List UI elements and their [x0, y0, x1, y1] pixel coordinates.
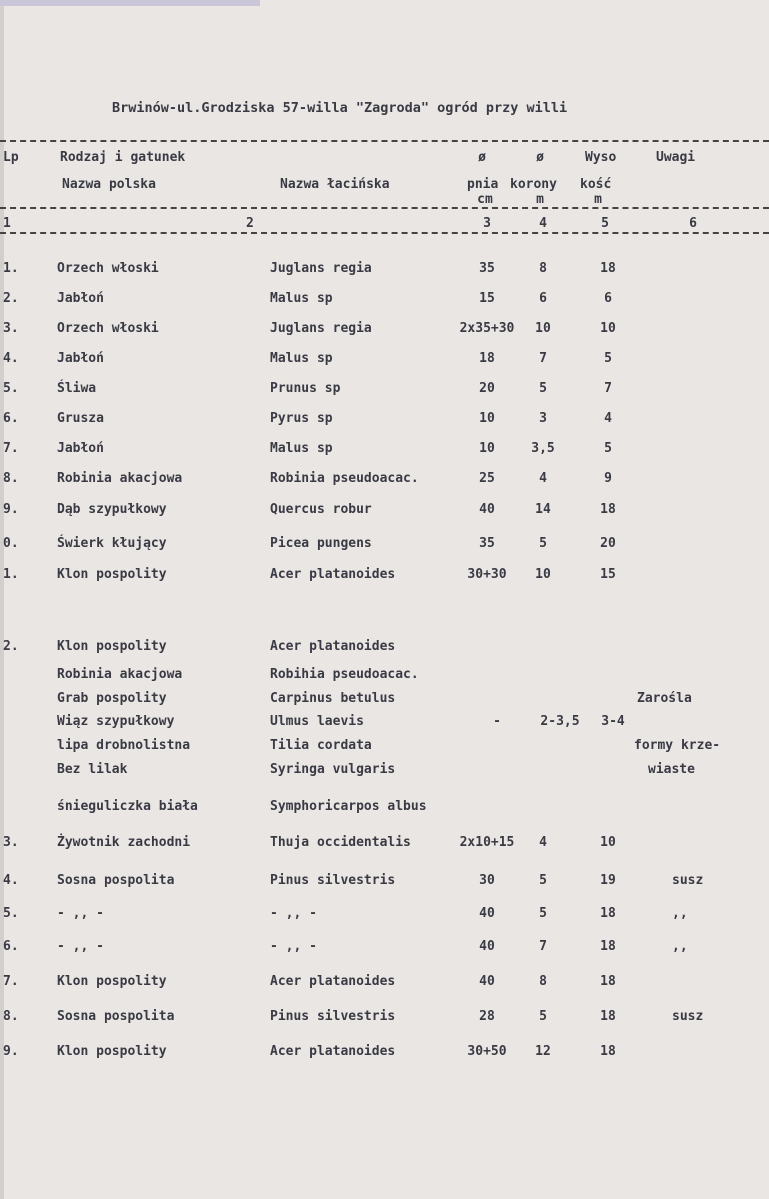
- height: 5: [604, 441, 612, 456]
- trunk-diameter: 30: [479, 873, 495, 888]
- row-lp: 6.: [3, 411, 19, 426]
- trunk-diameter: 35: [479, 536, 495, 551]
- height: 4: [604, 411, 612, 426]
- trunk-diameter: 30+30: [467, 567, 507, 582]
- trunk-diameter: 30+50: [467, 1044, 507, 1059]
- polish-name: Orzech włoski: [57, 321, 159, 336]
- latin-name: Acer platanoides: [270, 639, 396, 654]
- row-lp: 7.: [3, 974, 19, 989]
- column-number: 6: [689, 216, 697, 231]
- header-phi-pnia: ø: [478, 150, 486, 165]
- row-lp: 6.: [3, 939, 19, 954]
- row-lp: 3.: [3, 835, 19, 850]
- latin-name: Pyrus sp: [270, 411, 333, 426]
- trunk-diameter: 40: [479, 906, 495, 921]
- crown-diameter: 10: [535, 321, 551, 336]
- trunk-diameter: 25: [479, 471, 495, 486]
- header-nazwa-polska: Nazwa polska: [62, 177, 156, 192]
- header-wyso: Wyso: [585, 150, 617, 165]
- polish-name: Robinia akacjowa: [57, 667, 183, 682]
- latin-name: Quercus robur: [270, 502, 372, 517]
- height: 20: [600, 536, 616, 551]
- crown-diameter: 8: [539, 974, 547, 989]
- trunk-diameter: 40: [479, 502, 495, 517]
- crown-diameter: 2-3,5: [540, 714, 580, 729]
- latin-name: - ,, -: [270, 939, 317, 954]
- document-title: Brwinów-ul.Grodziska 57-willa "Zagroda" ogród przy willi: [112, 100, 568, 116]
- row-lp: 8.: [3, 471, 19, 486]
- height: 9: [604, 471, 612, 486]
- row-lp: 0.: [3, 536, 19, 551]
- height: 10: [600, 321, 616, 336]
- top-mark: [0, 0, 260, 6]
- column-number: 1: [3, 216, 11, 231]
- polish-name: Klon pospolity: [57, 639, 167, 654]
- polish-name: Jabłoń: [57, 291, 104, 306]
- row-lp: 5.: [3, 906, 19, 921]
- remarks: formy krze-: [634, 738, 721, 753]
- column-number: 2: [246, 216, 254, 231]
- trunk-diameter: -: [493, 714, 501, 729]
- row-lp: 9.: [3, 1044, 19, 1059]
- trunk-diameter: 2x35+30: [459, 321, 515, 336]
- divider: [0, 140, 769, 142]
- column-number: 3: [483, 216, 491, 231]
- latin-name: Ulmus laevis: [270, 714, 364, 729]
- latin-name: Tilia cordata: [270, 738, 372, 753]
- polish-name: Śliwa: [57, 381, 97, 396]
- divider: [0, 207, 769, 209]
- height: 18: [600, 974, 616, 989]
- row-lp: 8.: [3, 1009, 19, 1024]
- height: 6: [604, 291, 612, 306]
- polish-name: Orzech włoski: [57, 261, 159, 276]
- polish-name: Jabłoń: [57, 351, 104, 366]
- crown-diameter: 7: [539, 351, 547, 366]
- height: 18: [600, 1044, 616, 1059]
- crown-diameter: 3,5: [531, 441, 555, 456]
- latin-name: Carpinus betulus: [270, 691, 396, 706]
- crown-diameter: 7: [539, 939, 547, 954]
- row-lp: 2.: [3, 639, 19, 654]
- row-lp: 4.: [3, 351, 19, 366]
- crown-diameter: 3: [539, 411, 547, 426]
- latin-name: Pinus silvestris: [270, 873, 396, 888]
- height: 18: [600, 906, 616, 921]
- crown-diameter: 4: [539, 835, 547, 850]
- row-lp: 5.: [3, 381, 19, 396]
- height: 3-4: [601, 714, 625, 729]
- trunk-diameter: 18: [479, 351, 495, 366]
- crown-diameter: 10: [535, 567, 551, 582]
- remarks: susz: [672, 873, 704, 888]
- trunk-diameter: 35: [479, 261, 495, 276]
- polish-name: Jabłoń: [57, 441, 104, 456]
- latin-name: Picea pungens: [270, 536, 372, 551]
- height: 7: [604, 381, 612, 396]
- height: 10: [600, 835, 616, 850]
- row-lp: 1.: [3, 261, 19, 276]
- latin-name: Malus sp: [270, 441, 333, 456]
- latin-name: Robihia pseudoacac.: [270, 667, 419, 682]
- latin-name: Malus sp: [270, 291, 333, 306]
- header-unit-m: m: [594, 192, 602, 207]
- latin-name: Acer platanoides: [270, 1044, 396, 1059]
- row-lp: 9.: [3, 502, 19, 517]
- polish-name: - ,, -: [57, 906, 104, 921]
- row-lp: 7.: [3, 441, 19, 456]
- divider: [0, 232, 769, 234]
- latin-name: Symphoricarpos albus: [270, 799, 427, 814]
- latin-name: Thuja occidentalis: [270, 835, 411, 850]
- latin-name: Acer platanoides: [270, 974, 396, 989]
- header-pnia: pnia: [467, 177, 499, 192]
- row-lp: 4.: [3, 873, 19, 888]
- header-unit-cm: cm: [477, 192, 493, 207]
- polish-name: Dąb szypułkowy: [57, 502, 167, 517]
- crown-diameter: 5: [539, 906, 547, 921]
- crown-diameter: 4: [539, 471, 547, 486]
- remarks: wiaste: [648, 762, 695, 777]
- polish-name: Grab pospolity: [57, 691, 167, 706]
- height: 19: [600, 873, 616, 888]
- height: 18: [600, 1009, 616, 1024]
- latin-name: Robinia pseudoacac.: [270, 471, 419, 486]
- remarks: Zarośla: [637, 691, 692, 706]
- trunk-diameter: 40: [479, 974, 495, 989]
- trunk-diameter: 10: [479, 441, 495, 456]
- latin-name: - ,, -: [270, 906, 317, 921]
- polish-name: Sosna pospolita: [57, 873, 175, 888]
- row-lp: 3.: [3, 321, 19, 336]
- row-lp: 2.: [3, 291, 19, 306]
- remarks: ,,: [672, 906, 688, 921]
- height: 15: [600, 567, 616, 582]
- polish-name: Świerk kłujący: [57, 536, 167, 551]
- latin-name: Juglans regia: [270, 261, 372, 276]
- latin-name: Syringa vulgaris: [270, 762, 396, 777]
- header-lp: Lp: [3, 150, 19, 165]
- latin-name: Pinus silvestris: [270, 1009, 396, 1024]
- crown-diameter: 14: [535, 502, 551, 517]
- header-unit-m: m: [536, 192, 544, 207]
- polish-name: Klon pospolity: [57, 1044, 167, 1059]
- crown-diameter: 5: [539, 381, 547, 396]
- header-kosc: kość: [580, 177, 612, 192]
- polish-name: Żywotnik zachodni: [57, 835, 191, 850]
- latin-name: Prunus sp: [270, 381, 341, 396]
- crown-diameter: 6: [539, 291, 547, 306]
- crown-diameter: 5: [539, 536, 547, 551]
- height: 18: [600, 502, 616, 517]
- header-phi-korony: ø: [536, 150, 544, 165]
- remarks: ,,: [672, 939, 688, 954]
- header-korony: korony: [510, 177, 557, 192]
- trunk-diameter: 28: [479, 1009, 495, 1024]
- header-nazwa-lacinska: Nazwa łacińska: [280, 177, 390, 192]
- polish-name: śnieguliczka biała: [57, 799, 198, 814]
- height: 5: [604, 351, 612, 366]
- polish-name: - ,, -: [57, 939, 104, 954]
- polish-name: Bez lilak: [57, 762, 128, 777]
- trunk-diameter: 20: [479, 381, 495, 396]
- trunk-diameter: 40: [479, 939, 495, 954]
- crown-diameter: 5: [539, 1009, 547, 1024]
- crown-diameter: 5: [539, 873, 547, 888]
- polish-name: Wiąz szypułkowy: [57, 714, 175, 729]
- column-number: 4: [539, 216, 547, 231]
- height: 18: [600, 939, 616, 954]
- trunk-diameter: 2x10+15: [459, 835, 515, 850]
- polish-name: Klon pospolity: [57, 567, 167, 582]
- header-rodzaj: Rodzaj i gatunek: [60, 150, 186, 165]
- polish-name: Sosna pospolita: [57, 1009, 175, 1024]
- row-lp: 1.: [3, 567, 19, 582]
- trunk-diameter: 15: [479, 291, 495, 306]
- polish-name: lipa drobnolistna: [57, 738, 191, 753]
- trunk-diameter: 10: [479, 411, 495, 426]
- latin-name: Acer platanoides: [270, 567, 396, 582]
- column-number: 5: [601, 216, 609, 231]
- remarks: susz: [672, 1009, 704, 1024]
- latin-name: Juglans regia: [270, 321, 372, 336]
- crown-diameter: 12: [535, 1044, 551, 1059]
- header-uwagi: Uwagi: [656, 150, 696, 165]
- polish-name: Robinia akacjowa: [57, 471, 183, 486]
- crown-diameter: 8: [539, 261, 547, 276]
- polish-name: Klon pospolity: [57, 974, 167, 989]
- height: 18: [600, 261, 616, 276]
- polish-name: Grusza: [57, 411, 104, 426]
- latin-name: Malus sp: [270, 351, 333, 366]
